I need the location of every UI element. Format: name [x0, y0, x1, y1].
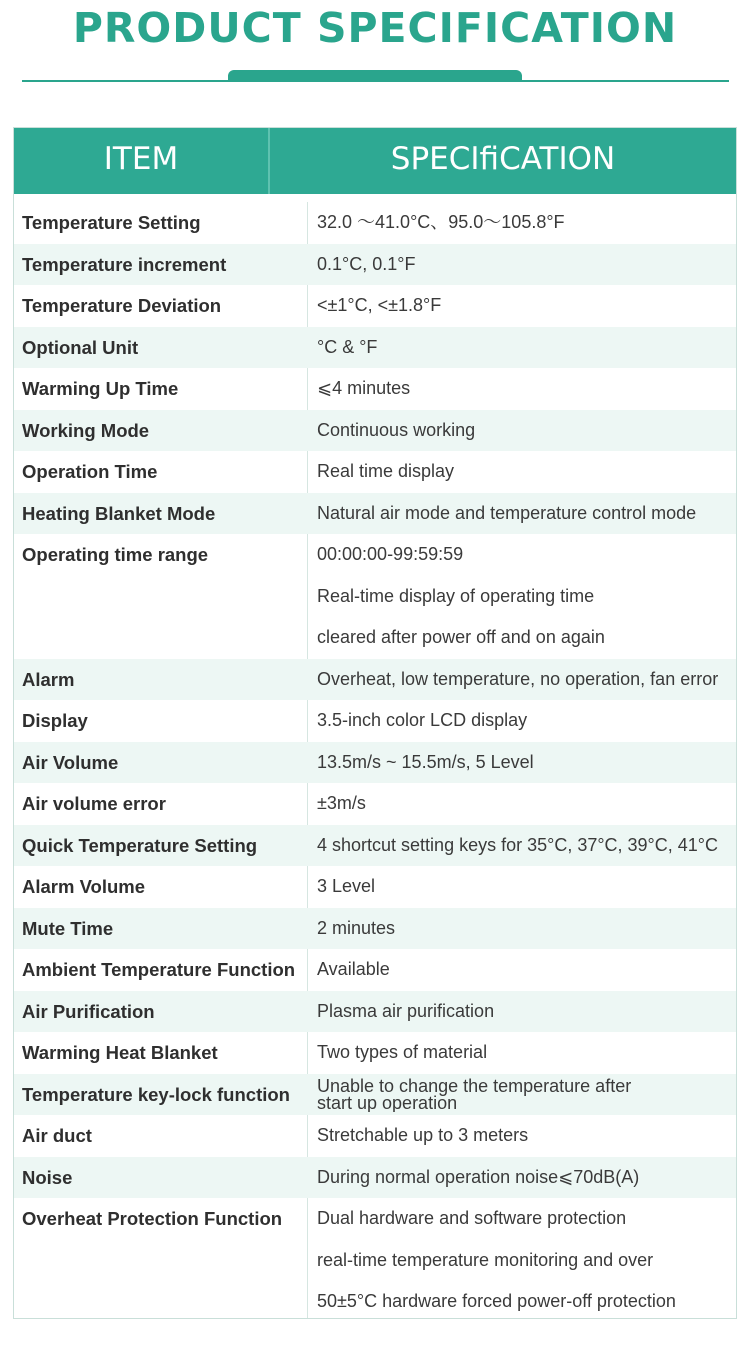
row-item-label	[22, 368, 308, 410]
page-title: PRODUCT SPECIFICATION	[72, 4, 678, 52]
table-row	[14, 327, 736, 369]
row-item-label	[22, 991, 308, 1033]
row-spec-line: start up operation	[317, 1092, 458, 1112]
row-spec-value	[317, 493, 736, 535]
row-spec-value	[317, 368, 736, 410]
table-row	[14, 700, 736, 742]
row-spec-value	[317, 1074, 736, 1112]
row-item-text: Temperature increment	[22, 253, 227, 275]
table-row	[14, 1115, 736, 1157]
title-divider-tab	[228, 70, 522, 82]
row-item-label	[22, 659, 308, 701]
row-item-label	[22, 700, 308, 742]
row-item-label	[22, 742, 308, 784]
row-item-text: Mute Time	[22, 917, 114, 939]
table-row	[14, 949, 736, 991]
row-item-text: Temperature Deviation	[22, 295, 222, 316]
row-spec-line: During normal operation noise⩽70dB(A)	[317, 1166, 640, 1187]
row-item-label	[22, 244, 308, 286]
row-spec-line: 13.5m/s ~ 15.5m/s, 5 Level	[317, 751, 534, 772]
row-item-text: Air Volume	[22, 751, 119, 773]
row-item-text: Ambient Temperature Function	[22, 959, 296, 980]
table-row	[14, 1157, 736, 1199]
table-row	[14, 1198, 736, 1323]
row-spec-value	[317, 244, 736, 286]
row-spec-line: Dual hardware and software protection	[317, 1208, 627, 1228]
row-spec-line: Natural air mode and temperature control mode	[317, 502, 697, 523]
row-spec-line: 00:00:00-99:59:59	[317, 544, 464, 564]
row-spec-line: Plasma air purification	[317, 1000, 495, 1021]
row-item-label	[22, 1198, 308, 1240]
row-spec-value	[317, 825, 736, 867]
table-row	[14, 368, 736, 410]
row-item-text: Overheat Protection Function	[22, 1208, 283, 1229]
row-item-text: Alarm	[22, 668, 75, 690]
row-spec-line: 2 minutes	[317, 917, 396, 938]
row-spec-line: Overheat, low temperature, no operation, fan error	[317, 668, 719, 689]
header-spec: SPECIfiCATION	[390, 141, 616, 177]
row-item-text: Display	[22, 710, 88, 731]
row-item-text: Air duct	[22, 1125, 92, 1146]
row-item-text: Alarm Volume	[22, 876, 146, 897]
row-item-label	[22, 908, 308, 950]
row-spec-value	[317, 783, 736, 825]
row-item-text: Working Mode	[22, 419, 150, 441]
table-row	[14, 451, 736, 493]
row-item-label	[22, 949, 308, 991]
row-spec-value	[317, 700, 736, 742]
row-spec-line: Unable to change the temperature after	[317, 1075, 632, 1096]
row-spec-line: Real-time display of operating time	[317, 585, 595, 606]
table-row	[14, 659, 736, 701]
spec-table	[13, 127, 737, 1319]
row-item-label	[22, 866, 308, 908]
table-row	[14, 1074, 736, 1116]
row-item-label	[22, 1074, 308, 1116]
table-row	[14, 202, 736, 244]
table-row	[14, 783, 736, 825]
row-spec-line: 50±5°C hardware forced power-off protection	[317, 1291, 676, 1311]
row-item-label	[22, 285, 308, 327]
row-item-label	[22, 783, 308, 825]
table-row	[14, 493, 736, 535]
row-spec-line: cleared after power off and on again	[317, 627, 605, 647]
row-spec-value	[317, 949, 736, 991]
row-item-label	[22, 202, 308, 244]
table-row	[14, 825, 736, 867]
table-row	[14, 244, 736, 286]
table-row	[14, 866, 736, 908]
table-header	[14, 128, 736, 194]
row-spec-line: 32.0 ～41.0°C、95.0～105.8°F	[317, 212, 565, 232]
row-spec-line: Real time display	[317, 461, 455, 481]
row-spec-value	[317, 1032, 736, 1074]
row-spec-value	[317, 908, 736, 950]
row-spec-line: ±3m/s	[317, 793, 366, 813]
row-spec-value	[317, 1157, 736, 1199]
table-row	[14, 285, 736, 327]
row-spec-line: real-time temperature monitoring and over	[317, 1249, 654, 1270]
table-row	[14, 410, 736, 452]
table-row	[14, 991, 736, 1033]
row-item-label	[22, 451, 308, 493]
header-item: ITEM	[103, 141, 179, 177]
row-item-text: Operating time range	[22, 544, 209, 565]
row-spec-value	[317, 1198, 736, 1323]
row-spec-line: Available	[317, 959, 390, 979]
row-spec-value	[317, 451, 736, 493]
table-row	[14, 742, 736, 784]
row-item-text: Air volume error	[22, 793, 166, 814]
row-item-text: Optional Unit	[22, 336, 139, 358]
row-item-text: Temperature Setting	[22, 212, 201, 233]
row-spec-value	[317, 410, 736, 452]
row-item-label	[22, 534, 308, 576]
row-item-label	[22, 825, 308, 867]
row-item-text: Heating Blanket Mode	[22, 502, 216, 524]
row-spec-line: Stretchable up to 3 meters	[317, 1125, 529, 1145]
row-item-text: Temperature key-lock function	[22, 1083, 290, 1105]
row-spec-line: 3 Level	[317, 876, 376, 896]
row-item-text: Operation Time	[22, 461, 158, 482]
row-spec-line: 0.1°C, 0.1°F	[317, 253, 416, 274]
row-spec-line: 4 shortcut setting keys for 35°C, 37°C, 39°C, 41°C	[317, 834, 718, 855]
row-item-text: Quick Temperature Setting	[22, 834, 258, 856]
row-spec-value	[317, 991, 736, 1033]
row-item-label	[22, 410, 308, 452]
row-spec-line: 3.5-inch color LCD display	[317, 710, 528, 730]
row-spec-value	[317, 202, 736, 244]
row-spec-line: °C & °F	[317, 336, 378, 357]
row-spec-value	[317, 742, 736, 784]
row-item-text: Air Purification	[22, 1000, 155, 1022]
row-item-label	[22, 1157, 308, 1199]
row-spec-value	[317, 659, 736, 701]
row-spec-line: Continuous working	[317, 419, 476, 440]
row-spec-value	[317, 1115, 736, 1157]
row-item-label	[22, 327, 308, 369]
row-item-text: Warming Heat Blanket	[22, 1042, 218, 1063]
row-item-label	[22, 493, 308, 535]
table-row	[14, 534, 736, 659]
row-item-label	[22, 1032, 308, 1074]
row-spec-line: Two types of material	[317, 1042, 488, 1062]
row-spec-line: <±1°C, <±1.8°F	[317, 295, 442, 315]
row-spec-value	[317, 327, 736, 369]
row-spec-line: ⩽4 minutes	[317, 378, 411, 398]
row-spec-value	[317, 534, 736, 659]
table-row	[14, 1032, 736, 1074]
row-item-text: Warming Up Time	[22, 378, 179, 399]
row-item-text: Noise	[22, 1166, 73, 1188]
row-spec-value	[317, 285, 736, 327]
row-spec-value	[317, 866, 736, 908]
table-row	[14, 908, 736, 950]
row-item-label	[22, 1115, 308, 1157]
